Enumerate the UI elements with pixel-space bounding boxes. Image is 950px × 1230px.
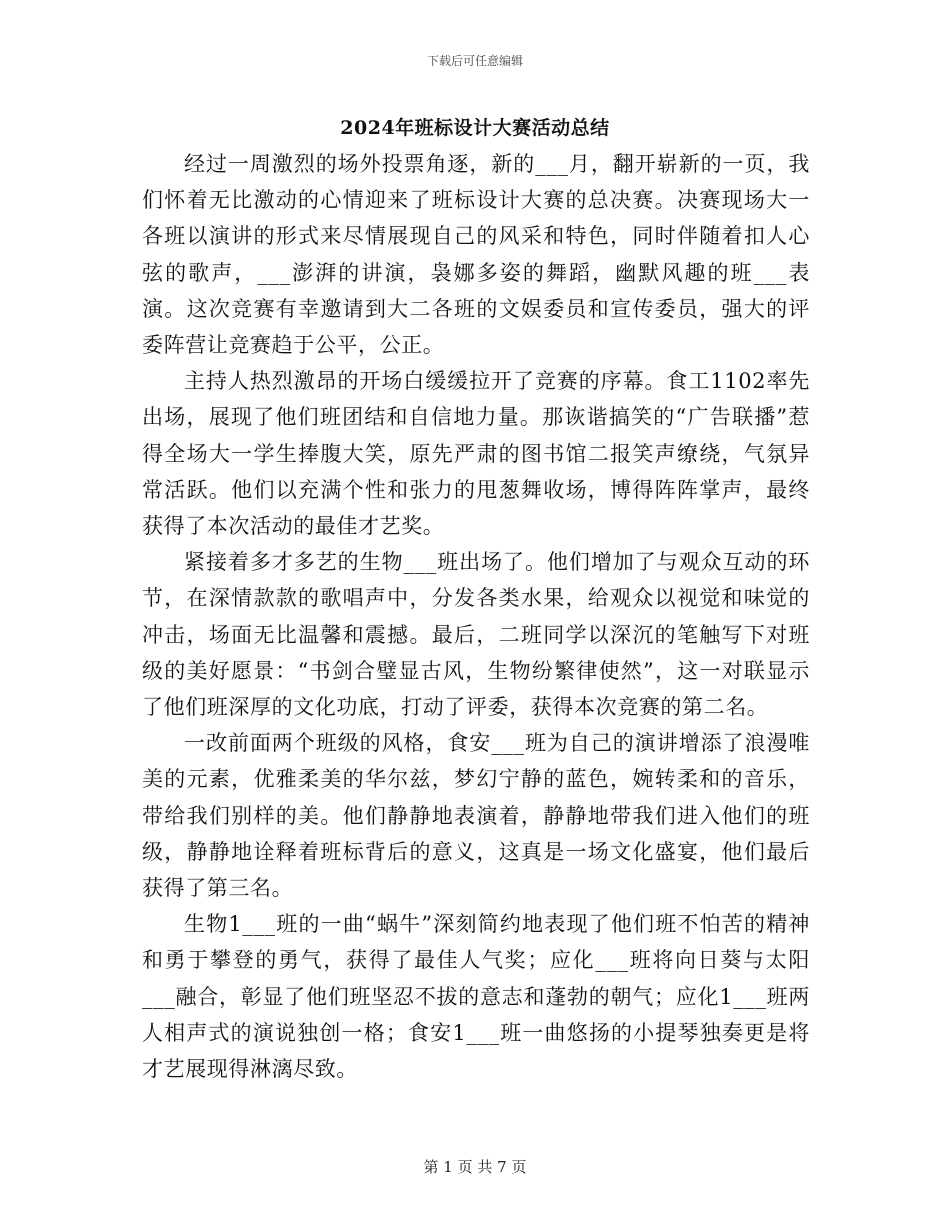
paragraph-food-safety-class: 一改前面两个班级的风格，食安___班为自己的演讲增添了浪漫唯美的元素，优雅柔美的华尔兹，梦幻宁静的蓝色，婉转柔和的音乐，带给我们别样的美。他们静静地表演着，静静地带我们进入他们的班级，静静地诠释着班标背后的意义，这真是一场文化盛宴，他们最后获得了第三名。 [142,731,810,901]
document-title: 2024年班标设计大赛活动总结 [340,117,610,139]
page-number-footer: 第 1 页 共 7 页 [423,1158,527,1176]
paragraph-other-classes: 生物1___班的一曲“蜗牛”深刻简约地表现了他们班不怕苦的精神和勇于攀登的勇气，获得了最佳人气奖；应化___班将向日葵与太阳___融合，彰显了他们班坚忍不拔的意志和蓬勃的朝气；应化1___班两人相声式的演说独创一格；食安1___班一曲悠扬的小提琴独奏更是将才艺展现得淋漓尽致。 [142,912,810,1082]
page-header-note: 下载后可任意编辑 [426,54,523,68]
paragraph-intro: 经过一周激烈的场外投票角逐，新的___月，翻开崭新的一页，我们怀着无比激动的心情迎来了班标设计大赛的总决赛。决赛现场大一各班以演讲的形式来尽情展现自己的风采和特色，同时伴随着扣人心弦的歌声，___澎湃的讲演，袅娜多姿的舞蹈，幽默风趣的班___表演。这次竞赛有幸邀请到大二各班的文娱委员和宣传委员，强大的评委阵营让竞赛趋于公平，公正。 [142,152,810,358]
document-body [142,146,810,1087]
paragraph-biology-class: 紧接着多才多艺的生物___班出场了。他们增加了与观众互动的环节，在深情款款的歌唱声中，分发各类水果，给观众以视觉和味觉的冲击，场面无比温馨和震撼。最后，二班同学以深沉的笔触写下对班级的美好愿景：“书剑合璧显古风，生物纷繁律使然”，这一对联显示了他们班深厚的文化功底，打动了评委，获得本次竞赛的第二名。 [142,550,810,720]
paragraph-opening: 主持人热烈激昂的开场白缓缓拉开了竞赛的序幕。食工1102率先出场，展现了他们班团结和自信地力量。那诙谐搞笑的“广告联播”惹得全场大一学生捧腹大笑，原先严肃的图书馆二报笑声缭绕，气氛异常活跃。他们以充满个性和张力的甩葱舞收场，博得阵阵掌声，最终获得了本次活动的最佳才艺奖。 [142,369,810,539]
